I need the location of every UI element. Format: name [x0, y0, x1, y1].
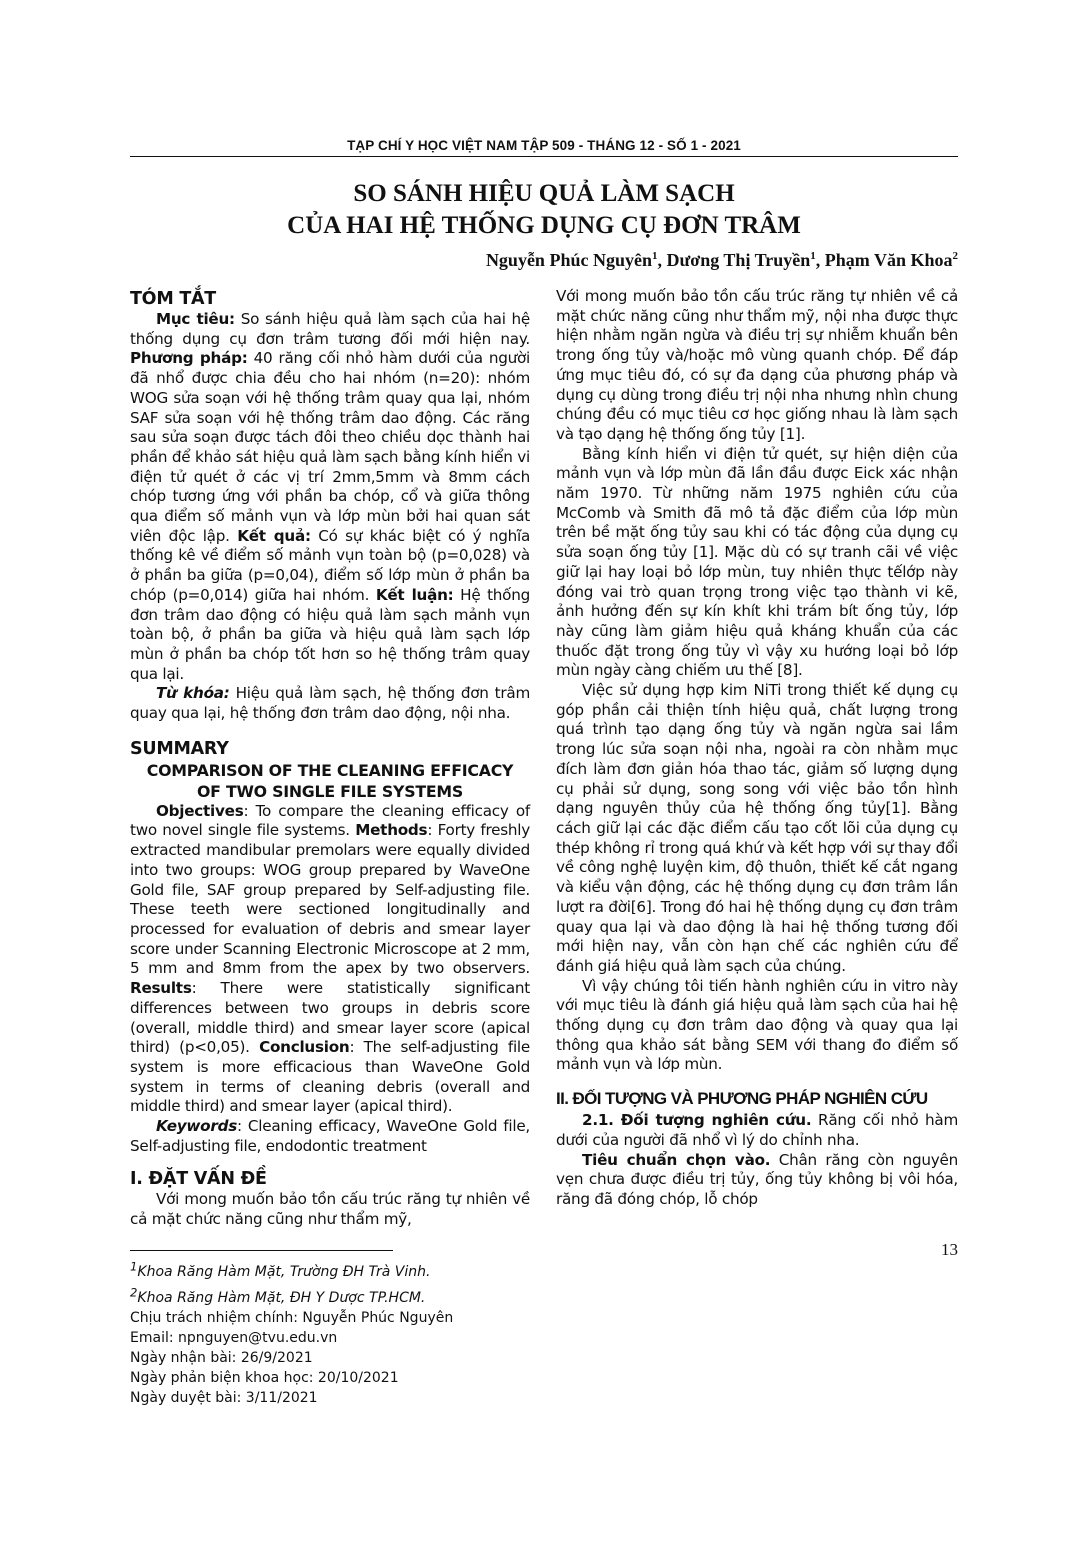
- section-2-heading: II. ĐỐI TƯỢNG VÀ PHƯƠNG PHÁP NGHIÊN CỨU: [556, 1089, 928, 1109]
- title-line-1: SO SÁNH HIỆU QUẢ LÀM SẠCH: [353, 180, 735, 207]
- text: Hiệu quả làm sạch, hệ thống đơn trâm quay qua lại, hệ thống đơn trâm dao động, nội nha.: [130, 684, 530, 723]
- label: 2.1. Đối tượng nghiên cứu.: [582, 1111, 812, 1130]
- label: Results: [130, 979, 192, 998]
- author-name: Dương Thị Truyền: [666, 250, 811, 270]
- text: 40 răng cối nhỏ hàm dưới của người đã nhổ được chia đều cho hai nhóm (n=20): nhóm WOG sửa soạn với hệ thống trâm quay qua lại, nhóm SAF sửa soạn với hệ thống trâm dao động. Các răng sau sửa soạn được tách đôi theo chiều dọc thành hai phần để khảo sát hiệu quả làm sạch bằng kính hiển vi điện tử quét ở các vị trí 2mm,5mm và 8mm cách chóp tương ứng với phần ba chóp, cổ và giữa thông qua điểm số mảnh vụn và lớp mùn bởi hai quan sát viên độc lập.: [130, 349, 530, 545]
- footnote-received: Ngày nhận bài: 26/9/2021: [130, 1350, 313, 1367]
- paragraph: Với mong muốn bảo tồn cấu trúc răng tự nhiên về cả mặt chức năng cũng như thẩm mỹ,: [130, 1190, 530, 1229]
- label: Kết quả:: [237, 526, 311, 545]
- abstract-vi: [130, 310, 530, 684]
- label: Phương pháp:: [130, 349, 248, 368]
- author-affiliation: 2: [952, 250, 958, 262]
- abstract-en: [130, 802, 530, 1117]
- label: Kết luận:: [375, 585, 454, 604]
- summary-title-line-2: OF TWO SINGLE FILE SYSTEMS: [196, 781, 464, 801]
- author-name: Phạm Văn Khoa: [824, 250, 953, 270]
- text: Chân răng còn nguyên vẹn chưa được điều trị tủy, ống tủy không bị vôi hóa, răng đã đóng chóp, lỗ chóp: [556, 1150, 958, 1208]
- text: Khoa Răng Hàm Mặt, Trường ĐH Trà Vinh.: [137, 1264, 431, 1281]
- paragraph: Bằng kính hiển vi điện tử quét, sự hiện diện của mảnh vụn và lớp mùn đã lần đầu được Eick xác nhận năm 1970. Từ những năm 1975 nghiên cứu của McComb và Smith đã mô tả đặc điểm của lớp mùn trên bề mặt ống tủy sau khi có tác động của dụng cụ sửa soạn ống tủy [1]. Mặc dù có sự tranh cãi về việc giữ lại hay loại bỏ lớp mùn, tuy nhiên thực tếlớp này đóng vai trò quan trọng trong việc tạo thành vi kẽ, ảnh hưởng đến sự kín khít khi trám bít ống tủy, lớp này cũng làm giảm hiệu quả kháng khuẩn của các thuốc đặt trong ống tủy vì vậy xu hướng loại bỏ lớp mùn ngày càng chiếm ưu thế [8].: [556, 444, 958, 680]
- text: Có sự khác biệt có ý nghĩa thống kê về điểm số mảnh vụn toàn bộ (p=0,028) và ở phần ba giữa (p=0,04), điểm số lớp mùn ở phần ba chóp (p=0,014) giữa hai nhóm.: [130, 526, 531, 604]
- keywords-vi: [130, 684, 530, 723]
- summary-title-line-1: COMPARISON OF THE CLEANING EFFICACY: [146, 760, 514, 780]
- footnote-affiliation-1: $^1$Khoa Răng Hàm Mặt, Trường ĐH Trà Vinh.: [130, 1259, 431, 1281]
- header-rule: [130, 156, 958, 157]
- footnote-email: Email: npnguyen@tvu.edu.vn: [130, 1330, 338, 1347]
- paragraph-intro-full: Với mong muốn bảo tồn cấu trúc răng tự nhiên về cả mặt chức năng cũng như thẩm mỹ, nội nha được thực hiện nhằm ngăn ngừa và điều trị sự nhiễm khuẩn bên trong ống tủy và/hoặc mô vùng quanh chóp. Để đáp ứng mục tiêu đó, có sự đa dạng của phương pháp và dụng cụ dùng trong điều trị nội nha nhưng nhìn chung chúng đều có mục tiêu cơ học giống nhau là làm sạch và tạo dạng hệ thống ống tủy [1].: [556, 287, 958, 443]
- footnote-reviewed: Ngày phản biện khoa học: 20/10/2021: [130, 1370, 399, 1387]
- left-column: [130, 288, 530, 1408]
- label: Từ khóa:: [156, 684, 230, 703]
- label: Tiêu chuẩn chọn vào.: [582, 1150, 771, 1169]
- author-affiliation: 1: [651, 250, 658, 262]
- text: Hệ thống đơn trâm dao động có hiệu quả làm sạch mảnh vụn toàn bộ, ở phần ba giữa và hiệu quả làm sạch lớp mùn ở phần ba chóp tốt hơn so hệ thống trâm quay qua lại.: [130, 585, 530, 683]
- label: Keywords: [156, 1117, 238, 1136]
- paragraph: Việc sử dụng hợp kim NiTi trong thiết kế dụng cụ góp phần cải thiện tính hiệu quả, chất lượng trong quá trình tạo dạng ống tủy và ngăn ngừa sai lầm trong lúc sửa soạn nội nha, ngoài ra còn nhằm mục đích làm đơn giản hóa thao tác, giảm số lượng dụng cụ phải sử dụng, song song với việc bảo tồn hình dạng nguyên thủy của hệ thống ống tủy[1]. Bằng cách giữ lại các đặc điểm cấu tạo cốt lõi của dụng cụ thép không rỉ trong quá khứ và kết hợp với sự thay đổi về công nghệ luyện kim, độ thuôn, thiết kế cắt ngang và kiểu vận động, các hệ thống dụng cụ đơn trâm lần lượt ra đời[6]. Trong đó hai hệ thống dụng cụ đơn trâm quay qua lại và dao động là hai hệ thống tương đối mới hiện nay, vẫn còn hạn chế các nghiên cứu để đánh giá hiệu quả làm sạch của chúng.: [556, 681, 958, 975]
- author-name: Nguyễn Phúc Nguyên: [485, 250, 652, 270]
- right-column: [556, 287, 958, 1259]
- paragraph: Vì vậy chúng tôi tiến hành nghiên cứu in vitro này với mục tiêu là đánh giá hiệu quả làm sạch của hai hệ thống dụng cụ đơn trâm dao động và quay qua lại thông qua khảo sát bằng SEM với thang đo điểm số mảnh vụn và lớp mùn.: [556, 976, 958, 1074]
- text: Răng cối nhỏ hàm dưới của người đã nhổ vì lý do chỉnh nha.: [556, 1111, 958, 1149]
- summary-title: [130, 760, 530, 802]
- keywords-en: [130, 1117, 530, 1156]
- text: So sánh hiệu quả làm sạch của hai hệ thống dụng cụ đơn trâm tương đối mới hiện nay.: [130, 310, 530, 348]
- label: Objectives: [156, 801, 244, 820]
- footnote-accepted: Ngày duyệt bài: 3/11/2021: [130, 1390, 318, 1407]
- paragraph: [556, 1111, 958, 1150]
- footnotes: [130, 1257, 530, 1408]
- text: : To compare the cleaning efficacy of two novel single file systems.: [130, 801, 530, 840]
- summary-heading: SUMMARY: [130, 738, 229, 759]
- text: Khoa Răng Hàm Mặt, ĐH Y Dược TP.HCM.: [137, 1290, 426, 1307]
- paragraph: [556, 1151, 958, 1210]
- author-list: Nguyễn Phúc Nguyên$^1$, Dương Thị Truyền$^1$, Phạm Văn Khoa$^2$: [485, 250, 958, 270]
- label: Conclusion: [259, 1038, 350, 1057]
- running-header: TẠP CHÍ Y HỌC VIỆT NAM TẬP 509 - THÁNG 12 - SỐ 1 - 2021: [347, 138, 741, 153]
- author-affiliation: 1: [810, 250, 816, 262]
- section-1-heading: I. ĐẶT VẤN ĐỀ: [130, 1169, 267, 1190]
- footnote-rule: [130, 1250, 393, 1251]
- footnote-responsible: Chịu trách nhiệm chính: Nguyễn Phúc Nguyên: [130, 1310, 454, 1327]
- label: Methods: [355, 821, 428, 840]
- page-number: 13: [941, 1239, 958, 1259]
- text: : The self-adjusting file system is more efficacious than WaveOne Gold system in terms of cleaning debris (overall and middle third) and smear layer (apical third).: [130, 1038, 530, 1116]
- title-line-2: CỦA HAI HỆ THỐNG DỤNG CỤ ĐƠN TRÂM: [287, 212, 801, 239]
- abstract-heading: TÓM TẮT: [130, 289, 216, 309]
- article-title: [130, 178, 958, 242]
- footnote-affiliation-2: $^2$Khoa Răng Hàm Mặt, ĐH Y Dược TP.HCM.: [130, 1285, 426, 1307]
- label: Mục tiêu:: [156, 310, 235, 328]
- text: : Forty freshly extracted mandibular premolars were equally divided into two groups: WOG group prepared by WaveOne Gold file, SAF group prepared by Self-adjusting file. These teeth were sectioned longitudinally and processed for evaluation of debris and smear layer score under Scanning Electronic Microscope at 2 mm, 5 mm and 8mm from the apex by two observers.: [130, 821, 530, 978]
- text: : Cleaning efficacy, WaveOne Gold file, Self-adjusting file, endodontic treatment: [130, 1117, 530, 1155]
- text: : There were statistically significant differences between two groups in debris score (overall, middle third) and smear layer score (apical third) (p<0,05).: [130, 979, 530, 1057]
